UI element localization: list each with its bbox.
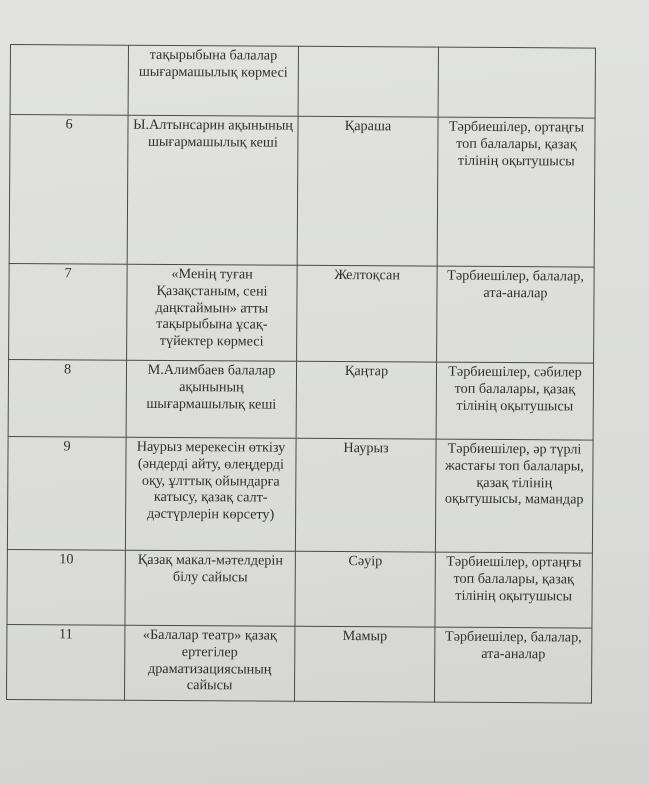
- event-responsible: [438, 47, 595, 118]
- event-responsible: Тәрбиешілер, сәбилер топ балалары, қазақ тілінің оқытушысы: [436, 362, 593, 440]
- row-number: 7: [9, 263, 128, 360]
- event-name: М.Алимбаев балалар ақынының шығармашылық кеші: [126, 360, 296, 438]
- event-month: Сәуір: [295, 551, 435, 627]
- event-responsible: Тәрбиешілер, ортаңғы топ балалары, қазақ тілінің оқытушысы: [437, 117, 595, 267]
- table-row: [7, 549, 592, 628]
- event-responsible: Тәрбиешілер, балалар, ата-аналар: [434, 627, 591, 703]
- event-month: Қараша: [297, 116, 438, 266]
- event-month: [298, 46, 438, 117]
- event-name: Ы.Алтынсарин ақынының шығармашылық кеші: [127, 115, 298, 265]
- event-name: Қазақ макал-мәтелдерін білу сайысы: [125, 550, 295, 626]
- event-name: «Менің туған Қазақстаным, сені даңктаймын» атты тақырыбына ұсақ-түйектер көрмесі: [127, 264, 298, 361]
- event-month: Желтоқсан: [297, 265, 438, 362]
- table-row: [9, 263, 595, 363]
- row-number: 10: [7, 549, 125, 625]
- event-name: Наурыз мерекесін өткізу (әндерді айту, өлеңдерді оқу, ұлттық ойындарға катысу, қазақ салт-дәстүрлерін көрсету): [125, 437, 296, 551]
- event-month: Қаңтар: [296, 361, 436, 439]
- event-month: Мамыр: [294, 626, 434, 702]
- table-row: [6, 624, 591, 703]
- row-number: 9: [7, 436, 126, 550]
- row-number: 6: [9, 115, 128, 265]
- table-row: [8, 359, 593, 440]
- table-row: [9, 115, 595, 268]
- table-row: [7, 436, 593, 553]
- event-responsible: Тәрбиешілер, ортаңғы топ балалары, қазақ тілінің оқытушысы: [435, 552, 592, 628]
- event-responsible: Тәрбиешілер, балалар, ата-аналар: [437, 266, 595, 363]
- event-responsible: Тәрбиешілер, әр түрлі жастағы топ балалары, қазақ тілінің оқытушысы, мамандар: [435, 439, 593, 553]
- events-table: [6, 44, 596, 704]
- row-number: 11: [6, 624, 124, 700]
- table-row: [10, 45, 595, 119]
- row-number: [10, 45, 128, 116]
- event-name: «Балалар театр» қазақ ертегілер драматизациясының сайысы: [124, 625, 294, 701]
- event-month: Наурыз: [295, 438, 436, 552]
- event-name: тақырыбына балалар шығармашылық көрмесі: [128, 45, 298, 116]
- row-number: 8: [8, 359, 126, 437]
